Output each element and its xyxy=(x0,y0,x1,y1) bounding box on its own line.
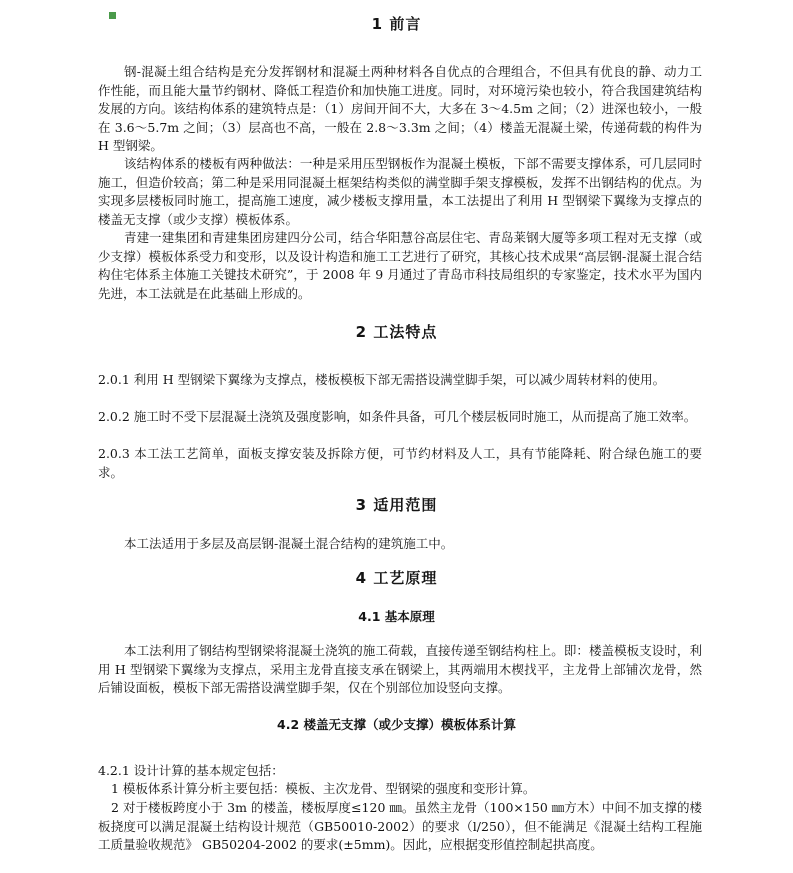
section-2-title: 2 工法特点 xyxy=(355,323,438,341)
item-text: 施工时不受下层混凝土浇筑及强度影响，如条件具备，可几个楼层板同时施工，从而提高了施工效率。 xyxy=(133,409,697,424)
item-text: 利用 H 型钢梁下翼缘为支撑点，楼板模板下部无需搭设满堂脚手架，可以减少周转材料的使用。 xyxy=(133,372,666,387)
item-4-2-1-clause-2: 2 对于楼板跨度小于 3m 的楼盖，楼板厚度≤120 ㎜。虽然主龙骨（100×150 ㎜方木）中间不加支撑的楼板挠度可以满足混凝土结构设计规范（GB50010-2002）的要求（l/250），但不能满足《混凝土结构工程施工质量验收规范》 GB50204-2002 的要求(±5mm)。因此，应根据变形值控制起拱高度。 xyxy=(98,800,702,852)
section-2-item-3 xyxy=(98,445,702,482)
section-1-paragraph-1: 钢-混凝土组合结构是充分发挥钢材和混凝土两种材料各自优点的合理组合，不但具有优良的静、动力工作性能，而且能大量节约钢材、降低工程造价和加快施工进度。同时，对环境污染也较小，符合我国建筑结构发展的方向。该结构体系的建筑特点是：（1）房间开间不大，大多在 3～4.5m 之间；（2）进深也较小，一般在 3.6～5.7m 之间；（3）层高也不高，一般在 2.8～3.3m 之间；（4）楼盖无混凝土梁，传递荷载的构件为 H 型钢梁。 xyxy=(98,64,702,153)
item-text: 本工法工艺简单，面板支撑安装及拆除方便，可节约材料及人工，具有节能降耗、附合绿色施工的要求。 xyxy=(98,446,702,480)
item-4-2-1: 4.2.1 设计计算的基本规定包括： xyxy=(98,763,284,778)
section-1-title: 1 前言 xyxy=(371,15,422,33)
item-number: 2.0.2 xyxy=(98,409,130,424)
section-2-item-2 xyxy=(98,408,702,427)
section-3-paragraph: 本工法适用于多层及高层钢-混凝土混合结构的建筑施工中。 xyxy=(124,536,454,551)
section-4-title: 4 工艺原理 xyxy=(355,569,438,587)
item-4-2-1-clause-1: 1 模板体系计算分析主要包括：模板、主次龙骨、型钢梁的强度和变形计算。 xyxy=(111,781,536,796)
item-number: 2.0.3 xyxy=(98,446,130,461)
section-1-paragraph-2: 该结构体系的楼板有两种做法：一种是采用压型钢板作为混凝土模板，下部不需要支撑体系，可几层同时施工，但造价较高；第二种是采用同混凝土框架结构类似的满堂脚手架支撑模板，发挥不出钢结构的优点。为实现多层楼板同时施工，提高施工速度，减少楼板支撑用量，本工法提出了利用 H 型钢梁下翼缘为支撑点的楼盖无支撑（或少支撑）模板体系。 xyxy=(98,156,702,227)
item-number: 2.0.1 xyxy=(98,372,130,387)
section-4-2-title: 4.2 楼盖无支撑（或少支撑）模板体系计算 xyxy=(277,717,516,732)
section-3-title: 3 适用范围 xyxy=(355,496,438,514)
section-2-item-1 xyxy=(98,371,702,390)
section-1-paragraph-3: 青建一建集团和青建集团房建四分公司，结合华阳慧谷高层住宅、青岛莱钢大厦等多项工程对无支撑（或少支撑）模板体系受力和变形，以及设计构造和施工工艺进行了研究，其核心技术成果“高层钢-混凝土混合结构住宅体系主体施工关键技术研究”，于 2008 年 9 月通过了青岛市科技局组织的专家鉴定，技术水平为国内先进，本工法就是在此基础上形成的。 xyxy=(98,230,702,301)
section-4-1-paragraph: 本工法利用了钢结构型钢梁将混凝土浇筑的施工荷载，直接传递至钢结构柱上。即：楼盖模板支设时，利用 H 型钢梁下翼缘为支撑点，采用主龙骨直接支承在钢梁上，其两端用木楔找平，主龙骨上部铺次龙骨，然后铺设面板，模板下部无需搭设满堂脚手架，仅在个别部位加设竖向支撑。 xyxy=(98,643,702,695)
section-4-1-title: 4.1 基本原理 xyxy=(358,609,435,624)
